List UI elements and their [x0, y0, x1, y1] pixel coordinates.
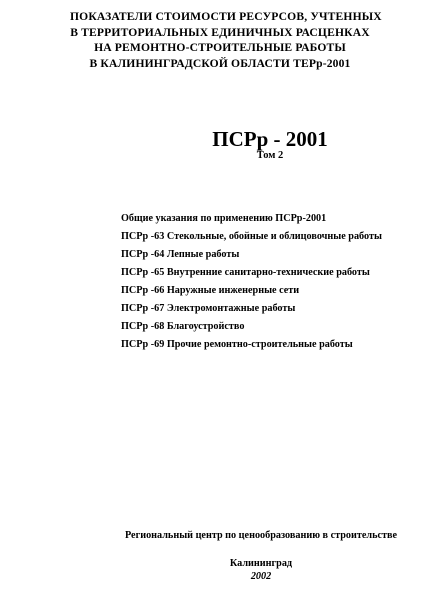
contents-item-63: ПСРр -63 Стекольные, обойные и облицовочные работы [121, 231, 382, 242]
header-line-4: В КАЛИНИНГРАДСКОЙ ОБЛАСТИ ТЕРр-2001 [89, 56, 351, 70]
contents-item-66: ПСРр -66 Наружные инженерные сети [121, 285, 300, 296]
document-header [70, 9, 382, 71]
contents-list [121, 213, 382, 357]
header-line-1: ПОКАЗАТЕЛИ СТОИМОСТИ РЕСУРСОВ, УЧТЕННЫХ [70, 10, 382, 23]
contents-item-65: ПСРр -65 Внутренние санитарно-технические работы [121, 267, 370, 278]
header-line-3: НА РЕМОНТНО-СТРОИТЕЛЬНЫЕ РАБОТЫ [94, 41, 346, 54]
contents-item-67: ПСРр -67 Электромонтажные работы [121, 303, 296, 314]
volume-label: Том 2 [256, 150, 284, 161]
city-name: Калининград [229, 558, 293, 569]
contents-item-69: ПСРр -69 Прочие ремонтно-строительные работы [121, 339, 353, 350]
contents-item-68: ПСРр -68 Благоустройство [121, 321, 245, 332]
header-line-2: В ТЕРРИТОРИАЛЬНЫХ ЕДИНИЧНЫХ РАСЦЕНКАХ [70, 25, 370, 39]
contents-item-general: Общие указания по применению ПСРр-2001 [121, 213, 327, 224]
publication-year: 2002 [250, 571, 272, 582]
contents-item-64: ПСРр -64 Лепные работы [121, 249, 240, 260]
main-title: ПСРр - 2001 [212, 127, 328, 151]
organization-name: Региональный центр по ценообразованию в строительстве [124, 530, 398, 541]
